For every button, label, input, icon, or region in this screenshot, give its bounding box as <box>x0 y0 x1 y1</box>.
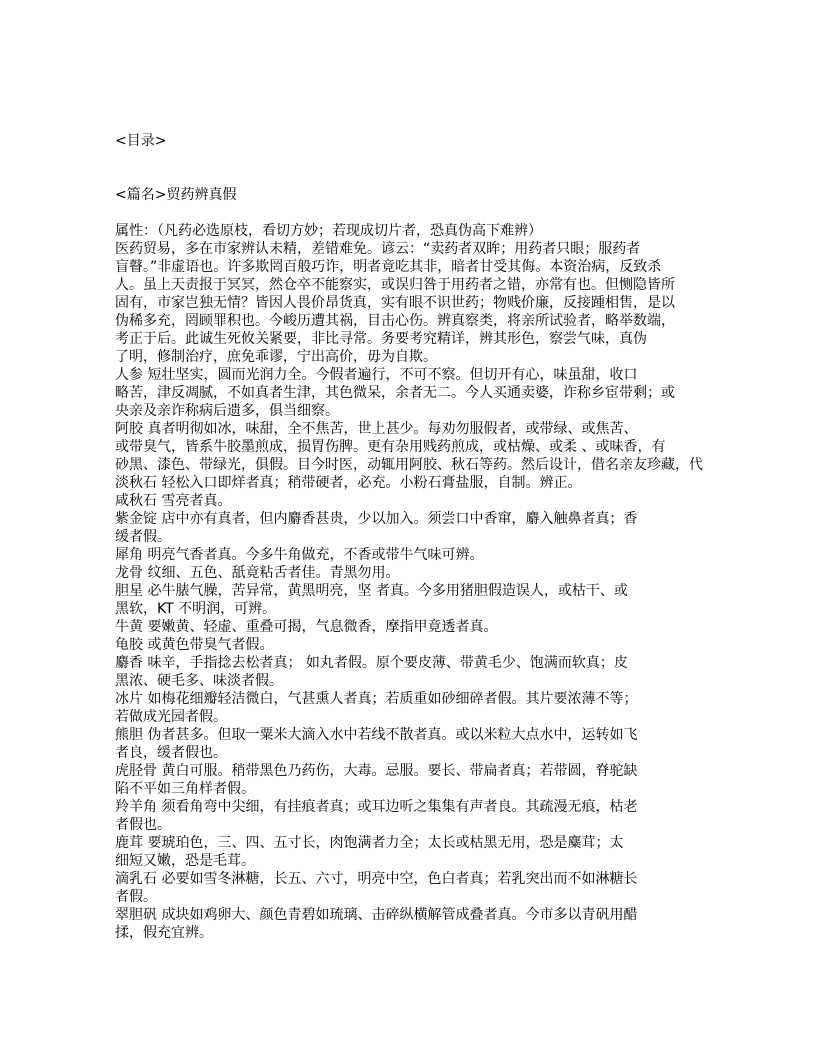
text-line: 若做成光园者假。 <box>115 709 227 725</box>
text-line: 熊胆 伪者甚多。但取一粟米大滴入水中若线不散者真。或以米粒大点水中，运转如飞 <box>115 727 638 743</box>
text-line: 伪稀多充，罔顾罪积也。今峻历遭其祸，目击心伤。辨真察类，将亲所试验者，略举数端， <box>115 313 675 329</box>
text-line: 羚羊角 须看角弯中尖细，有挂痕者真；或耳边听之集集有声者良。其疏漫无痕，枯老 <box>115 799 638 815</box>
text-line: 阿胶 真者明彻如冰，味甜，全不焦苦，世上甚少。每劝勿服假者，或带绿、或焦苦、 <box>115 421 638 437</box>
text-line: 龙骨 纹细、五色、舐竟粘舌者佳。青黑勿用。 <box>115 565 400 581</box>
text-line: 者良，缓者假也。 <box>115 745 227 761</box>
text-line: 淡秋石 轻松入口即烊者真；稍带硬者，必充。小粉石膏盐服，自制。辨正。 <box>115 475 582 491</box>
text-line: 或带臭气，皆系牛胶墨煎成，损胃伤脾。更有杂用贱药煎成，或枯燥、或柔 、或味香，有 <box>115 439 666 455</box>
text-line: 牛黄 要嫩黄、轻虚、重叠可揭，气息微香，摩指甲竟透者真。 <box>115 619 498 635</box>
text-line: 麝香 味辛，手指捻去松者真； 如丸者假。原个要皮薄、带黄毛少、饱满而软真；皮 <box>115 655 628 671</box>
chapter-title: <篇名>贸药辨真假 <box>115 187 237 203</box>
text-line: 人。虽上天责报于冥冥，然仓卒不能察实，或误归咎于用药者之错，亦常有也。但恻隐皆所 <box>115 277 675 293</box>
text-line: 翠胆矾 成块如鸡卵大、颜色青碧如琉璃、击碎纵横解管成叠者真。今市多以青矾用醋 <box>115 907 638 923</box>
text-line: 紫金锭 店中亦有真者，但内麝香甚贵，少以加入。须尝口中香窜，麝入触鼻者真；香 <box>115 511 638 527</box>
text-line: 盲瞽。”非虚语也。许多欺罔百般巧诈，明者竟吃其非，暗者甘受其侮。本资治病，反致杀 <box>115 259 662 275</box>
document-body-text <box>115 222 728 942</box>
text-line: 细短又嫩，恐是毛茸。 <box>115 853 255 869</box>
text-line: 人参 短壮坚实，圆而光润力全。今假者遍行，不可不察。但切开有心，味虽甜，收口 <box>115 367 638 383</box>
text-line: 龟胶 或黄色带臭气者假。 <box>115 637 274 653</box>
text-line: 了明，修制治疗，庶免乖谬，宁出高价，毋为自欺。 <box>115 349 437 365</box>
text-line: 虎胫骨 黄白可服。稍带黑色乃药伤，大毒。忌服。要长、带扁者真；若带圆，脊驼缺 <box>115 763 638 779</box>
text-line: 央亲及亲诈称病后遗多，俱当细察。 <box>115 403 339 419</box>
text-line: 陷不平如三角样者假。 <box>115 781 255 797</box>
blank-line <box>115 168 728 186</box>
text-line: 黑软，KT 不明润，可辨。 <box>115 601 277 617</box>
blank-line <box>115 150 728 168</box>
text-line: 揉，假充宜辨。 <box>115 925 213 941</box>
text-line: 者假也。 <box>115 817 171 833</box>
text-line: 缓者假。 <box>115 529 171 545</box>
text-line: 医药贸易，多在市家辨认未精，差错难免。谚云：“卖药者双眸；用药者只眼；服药者 <box>115 241 641 257</box>
text-line: 鹿茸 要琥珀色，三、四、五寸长，肉饱满者力全；太长或枯黑无用，恐是麋茸；太 <box>115 835 624 851</box>
text-line: 属性：（凡药必选原枝，看切方妙；若现成切片者，恐真伪高下难辨） <box>115 223 542 239</box>
text-line: 固有，市家岂独无情？皆因人畏价昂货真，实有眼不识世药；物贱价廉，反接踵相售，是以 <box>115 295 675 311</box>
toc-marker: <目录> <box>115 133 167 149</box>
text-line: 考正于后。此诚生死攸关紧要，非比寻常。务要考究精详，辨其形色，察尝气味，真伪 <box>115 331 647 347</box>
text-line: 者假。 <box>115 889 157 905</box>
text-line: 咸秋石 雪亮者真。 <box>115 493 232 509</box>
text-line: 冰片 如梅花细瓣轻洁微白，气甚熏人者真；若质重如砂细碎者假。其片要浓薄不等； <box>115 691 638 707</box>
text-line: 犀角 明亮气香者真。今多牛角做充，不香或带牛气味可辨。 <box>115 547 484 563</box>
text-line: 黑浓、硬毛多、味淡者假。 <box>115 673 283 689</box>
text-line: 胆星 必牛脿气臊，苦异常，黄黑明亮，坚 者真。今多用猪胆假造误人，或枯干、或 <box>115 583 628 599</box>
text-line: 砂黑、漆色、带绿光，俱假。目今时医，动辄用阿胶、秋石等药。然后设计，借名亲友珍藏，代 <box>115 457 703 473</box>
text-line: 略苦，津反凋腻，不如真者生津，其色微呆，余者无二。今人买通卖婆，诈称乡宦带剩；或 <box>115 385 675 401</box>
text-line: 滴乳石 必要如雪冬淋糖，长五、六寸，明亮中空，色白者真；若乳突出而不如淋糖长 <box>115 871 638 887</box>
blank-line <box>115 204 728 222</box>
